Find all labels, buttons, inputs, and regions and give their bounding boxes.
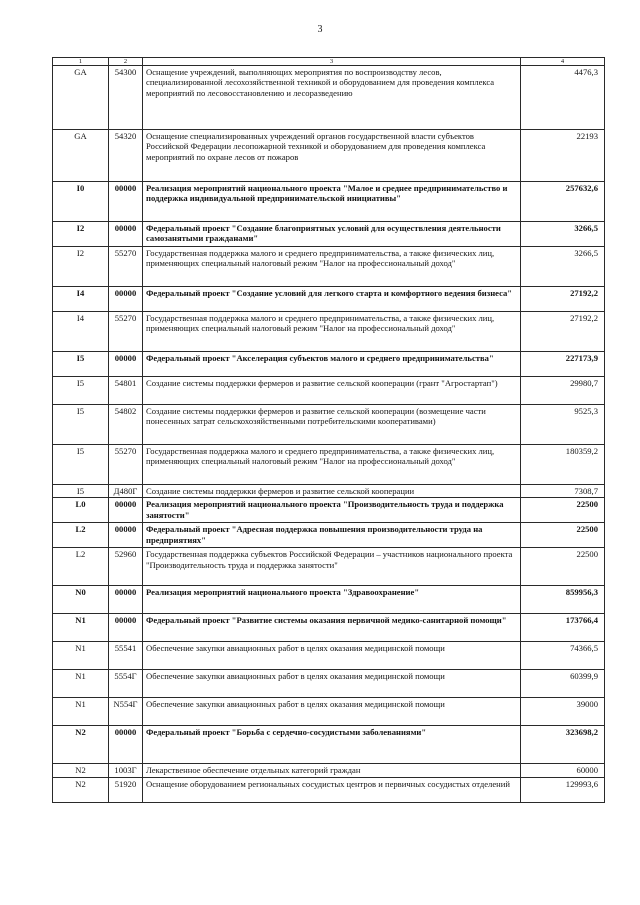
- target-code-cell: I5: [53, 352, 109, 377]
- page-number: 3: [317, 24, 323, 35]
- description-cell: Государственная поддержка малого и среднего предпринимательства, а также физических лиц, применяющих специальный налоговый режим "Налог на профессиональный доход": [143, 312, 521, 352]
- budget-table: [52, 57, 605, 803]
- target-code-cell: N2: [53, 764, 109, 777]
- column-header-4: 4: [521, 58, 605, 66]
- expense-code-cell: 00000: [109, 614, 143, 642]
- amount-cell: 22193: [521, 130, 605, 182]
- description-cell: Федеральный проект "Акселерация субъектов малого и среднего предпринимательства": [143, 352, 521, 377]
- target-code-cell: I4: [53, 287, 109, 312]
- amount-cell: 859956,3: [521, 586, 605, 614]
- table-row: [53, 485, 605, 498]
- description-cell: Государственная поддержка малого и среднего предпринимательства, а также физических лиц, применяющих специальный налоговый режим "Налог на профессиональный доход": [143, 445, 521, 485]
- target-code-cell: L2: [53, 523, 109, 548]
- expense-code-cell: 55270: [109, 312, 143, 352]
- expense-code-cell: 1003Г: [109, 764, 143, 777]
- expense-code-cell: 54802: [109, 405, 143, 445]
- description-cell: Создание системы поддержки фермеров и развитие сельской кооперации (возмещение части понесенных затрат сельскохозяйственными потребительскими кооперативами): [143, 405, 521, 445]
- column-header-row: [53, 58, 605, 66]
- expense-code-cell: 52960: [109, 548, 143, 586]
- description-cell: Обеспечение закупки авиационных работ в целях оказания медицинской помощи: [143, 642, 521, 670]
- target-code-cell: I5: [53, 485, 109, 498]
- target-code-cell: I5: [53, 445, 109, 485]
- description-cell: Реализация мероприятий национального проекта "Малое и среднее предпринимательство и поддержка индивидуальной предпринимательской инициативы": [143, 182, 521, 222]
- table-row: [53, 130, 605, 182]
- description-cell: Реализация мероприятий национального проекта "Здравоохранение": [143, 586, 521, 614]
- column-header-3: 3: [143, 58, 521, 66]
- table-row: [53, 445, 605, 485]
- table-row: [53, 66, 605, 130]
- amount-cell: 22500: [521, 498, 605, 523]
- amount-cell: 60000: [521, 764, 605, 777]
- amount-cell: 27192,2: [521, 287, 605, 312]
- table-row: [53, 670, 605, 698]
- table-row: [53, 698, 605, 726]
- amount-cell: 3266,5: [521, 247, 605, 287]
- description-cell: Оснащение специализированных учреждений органов государственной власти субъектов Российской Федерации лесопожарной техникой и оборудованием для проведения комплекса мероприятий по охране лесов от пожаров: [143, 130, 521, 182]
- table-row: [53, 523, 605, 548]
- expense-code-cell: 54300: [109, 66, 143, 130]
- amount-cell: 29980,7: [521, 377, 605, 405]
- amount-cell: 9525,3: [521, 405, 605, 445]
- table-row: [53, 312, 605, 352]
- expense-code-cell: 00000: [109, 287, 143, 312]
- target-code-cell: L2: [53, 548, 109, 586]
- target-code-cell: N0: [53, 586, 109, 614]
- amount-cell: 60399,9: [521, 670, 605, 698]
- target-code-cell: N1: [53, 614, 109, 642]
- expense-code-cell: 00000: [109, 498, 143, 523]
- amount-cell: 323698,2: [521, 726, 605, 764]
- amount-cell: 27192,2: [521, 312, 605, 352]
- description-cell: Федеральный проект "Развитие системы оказания первичной медико-санитарной помощи": [143, 614, 521, 642]
- expense-code-cell: 00000: [109, 222, 143, 247]
- expense-code-cell: 00000: [109, 586, 143, 614]
- description-cell: Федеральный проект "Создание условий для легкого старта и комфортного ведения бизнеса": [143, 287, 521, 312]
- table-row: [53, 405, 605, 445]
- table-row: [53, 548, 605, 586]
- amount-cell: 3266,5: [521, 222, 605, 247]
- description-cell: Создание системы поддержки фермеров и развитие сельской кооперации: [143, 485, 521, 498]
- target-code-cell: N2: [53, 777, 109, 802]
- expense-code-cell: 00000: [109, 523, 143, 548]
- target-code-cell: I0: [53, 182, 109, 222]
- target-code-cell: I5: [53, 405, 109, 445]
- description-cell: Федеральный проект "Борьба с сердечно-сосудистыми заболеваниями": [143, 726, 521, 764]
- expense-code-cell: 55270: [109, 247, 143, 287]
- description-cell: Лекарственное обеспечение отдельных категорий граждан: [143, 764, 521, 777]
- table-row: [53, 642, 605, 670]
- target-code-cell: I4: [53, 312, 109, 352]
- target-code-cell: N1: [53, 642, 109, 670]
- table-row: [53, 377, 605, 405]
- amount-cell: 257632,6: [521, 182, 605, 222]
- description-cell: Создание системы поддержки фермеров и развитие сельской кооперации (грант "Агростартап"): [143, 377, 521, 405]
- target-code-cell: N1: [53, 670, 109, 698]
- description-cell: Обеспечение закупки авиационных работ в целях оказания медицинской помощи: [143, 670, 521, 698]
- target-code-cell: I2: [53, 222, 109, 247]
- expense-code-cell: 54320: [109, 130, 143, 182]
- expense-code-cell: N554Г: [109, 698, 143, 726]
- amount-cell: 39000: [521, 698, 605, 726]
- amount-cell: 173766,4: [521, 614, 605, 642]
- table-row: [53, 287, 605, 312]
- amount-cell: 4476,3: [521, 66, 605, 130]
- expense-code-cell: 55541: [109, 642, 143, 670]
- table-row: [53, 352, 605, 377]
- amount-cell: 180359,2: [521, 445, 605, 485]
- description-cell: Реализация мероприятий национального проекта "Производительность труда и поддержка занятости": [143, 498, 521, 523]
- expense-code-cell: 54801: [109, 377, 143, 405]
- target-code-cell: N2: [53, 726, 109, 764]
- table-row: [53, 614, 605, 642]
- target-code-cell: I2: [53, 247, 109, 287]
- table-row: [53, 498, 605, 523]
- expense-code-cell: 5554Г: [109, 670, 143, 698]
- expense-code-cell: 51920: [109, 777, 143, 802]
- target-code-cell: GA: [53, 66, 109, 130]
- amount-cell: 7308,7: [521, 485, 605, 498]
- table-row: [53, 222, 605, 247]
- description-cell: Федеральный проект "Адресная поддержка повышения производительности труда на предприятиях": [143, 523, 521, 548]
- expense-code-cell: Д480Г: [109, 485, 143, 498]
- target-code-cell: N1: [53, 698, 109, 726]
- target-code-cell: GA: [53, 130, 109, 182]
- table-row: [53, 777, 605, 802]
- expense-code-cell: 00000: [109, 182, 143, 222]
- expense-code-cell: 00000: [109, 352, 143, 377]
- amount-cell: 129993,6: [521, 777, 605, 802]
- target-code-cell: I5: [53, 377, 109, 405]
- target-code-cell: L0: [53, 498, 109, 523]
- table-row: [53, 182, 605, 222]
- description-cell: Государственная поддержка субъектов Российской Федерации – участников национального проекта "Производительность труда и поддержка занятости": [143, 548, 521, 586]
- column-header-1: 1: [53, 58, 109, 66]
- description-cell: Оснащение учреждений, выполняющих мероприятия по воспроизводству лесов, специализированной лесохозяйственной техникой и оборудованием для проведения комплекса мероприятий по лесовосстановлению и лесоразведению: [143, 66, 521, 130]
- table-body: [53, 58, 605, 803]
- amount-cell: 22500: [521, 523, 605, 548]
- expense-code-cell: 55270: [109, 445, 143, 485]
- amount-cell: 74366,5: [521, 642, 605, 670]
- table-row: [53, 764, 605, 777]
- column-header-2: 2: [109, 58, 143, 66]
- description-cell: Государственная поддержка малого и среднего предпринимательства, а также физических лиц, применяющих специальный налоговый режим "Налог на профессиональный доход": [143, 247, 521, 287]
- expense-code-cell: 00000: [109, 726, 143, 764]
- amount-cell: 22500: [521, 548, 605, 586]
- table-row: [53, 247, 605, 287]
- description-cell: Оснащение оборудованием региональных сосудистых центров и первичных сосудистых отделений: [143, 777, 521, 802]
- description-cell: Обеспечение закупки авиационных работ в целях оказания медицинской помощи: [143, 698, 521, 726]
- description-cell: Федеральный проект "Создание благоприятных условий для осуществления деятельности самозанятыми гражданами": [143, 222, 521, 247]
- table-row: [53, 726, 605, 764]
- amount-cell: 227173,9: [521, 352, 605, 377]
- table-row: [53, 586, 605, 614]
